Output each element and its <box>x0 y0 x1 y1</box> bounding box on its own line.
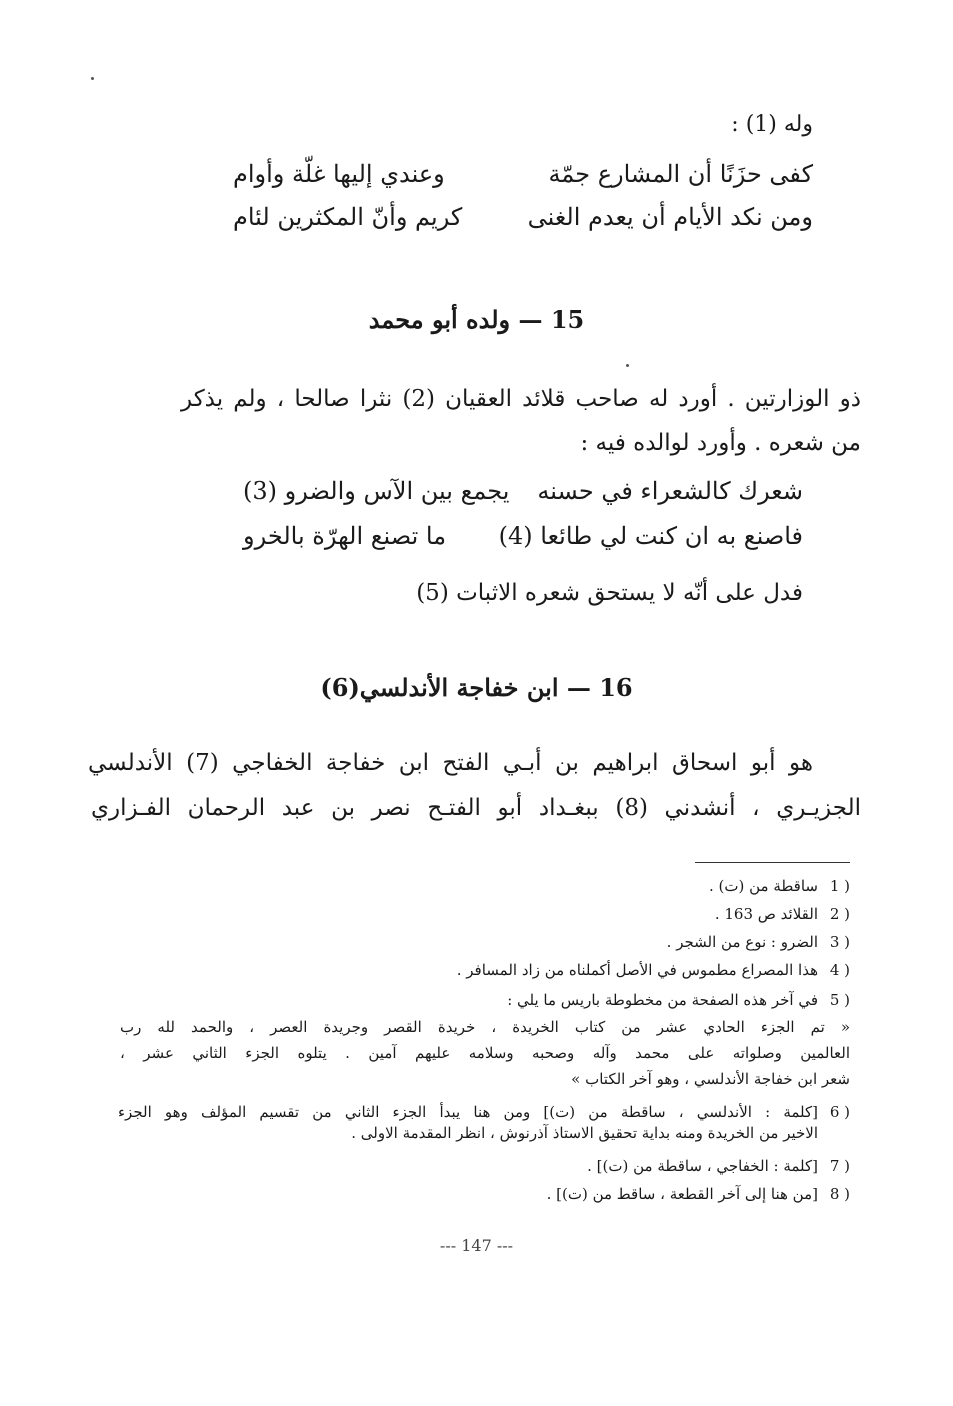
section-heading-15: 15 — ولده أبو محمد <box>368 305 585 334</box>
verse-second-hemistich: كريم وأنّ المكثرين لئام <box>233 203 463 231</box>
prose-line: ذو الوزارتين . أورد له صاحب قلائد العقيان (2) نثرا صالحا ، ولم يذكر <box>181 386 862 412</box>
footnote-number: 7 ) <box>829 1157 850 1175</box>
footnote-number: 5 ) <box>829 991 850 1009</box>
footnote-number: 4 ) <box>829 961 850 979</box>
scan-speck <box>91 77 94 80</box>
page-number: --- 147 --- <box>439 1236 514 1255</box>
section-heading-16: 16 — ابن خفاجة الأندلسي(6) <box>320 673 633 702</box>
footnote-text: [من هنا إلى آخر القطعة ، ساقط من (ت)] . <box>546 1185 818 1203</box>
verse-first-hemistich: شعرك كالشعراء في حسنه <box>537 477 803 505</box>
footnote-number: 8 ) <box>829 1185 850 1203</box>
closing-line: فدل على أنّه لا يستحق شعره الاثبات (5) <box>416 580 803 606</box>
footnote-number: 6 ) <box>829 1103 850 1121</box>
footnote-text: الاخير من الخريدة ومنه بداية تحقيق الاستاذ آذرنوش ، انظر المقدمة الاولى . <box>351 1124 818 1142</box>
verse-first-hemistich: فاصنع به ان كنت لي طائعا (4) <box>498 522 803 550</box>
footnote-number: 1 ) <box>829 877 850 895</box>
verse-first-hemistich: كفى حزَنًا أن المشارع جمّة <box>548 160 813 188</box>
footnote-number: 3 ) <box>829 933 850 951</box>
footnote-text: العالمين وصلواته على محمد وآله وصحبه وسلامه عليهم آمين . يتلوه الجزء الثاني عشر ، <box>120 1044 850 1062</box>
verse-second-hemistich: وعندي إليها غلّة وأوام <box>233 160 445 188</box>
poem-intro: وله (1) : <box>731 112 813 137</box>
footnote-text: [كلمة : الخفاجي ، ساقطة من (ت)] . <box>587 1157 818 1175</box>
footnote-text: في آخر هذه الصفحة من مخطوطة باريس ما يلي : <box>507 991 818 1009</box>
verse-second-hemistich: ما تصنع الهرّة بالخرو <box>243 522 447 550</box>
verse-line <box>233 203 813 243</box>
verse-line <box>233 160 813 200</box>
verse-first-hemistich: ومن نكد الأيام أن يعدم الغنى <box>527 203 813 231</box>
footnote-text: شعر ابن خفاجة الأندلسي ، وهو آخر الكتاب » <box>571 1070 850 1088</box>
footnote-text: هذا المصراع مطموس في الأصل أكملناه من زاد المسافر . <box>456 961 818 979</box>
footnote-text: الضرو : نوع من الشجر . <box>666 933 818 951</box>
footnote-text: القلائد ص 163 . <box>714 905 818 923</box>
scan-speck <box>626 364 629 367</box>
footnote-separator <box>695 862 850 863</box>
verse-line <box>243 522 803 562</box>
footnote-number: 2 ) <box>829 905 850 923</box>
verse-second-hemistich: يجمع بين الآس والضرو (3) <box>243 477 510 505</box>
footnote-text: ساقطة من (ت) . <box>708 877 818 895</box>
prose-line: هو أبو اسحاق ابراهيم بن أبـي الفتح ابن خفاجة الخفاجي (7) الأندلسي <box>88 750 813 776</box>
footnote-text: « تم الجزء الحادي عشر من كتاب الخريدة ، خريدة القصر وجريدة العصر ، والحمد لله رب <box>120 1018 850 1036</box>
prose-line: الجزيـري ، أنشدني (8) ببغـداد أبو الفتـح نصر بن عبد الرحمان الفـزاري <box>91 795 861 821</box>
prose-line: من شعره . وأورد لوالده فيه : <box>580 430 861 456</box>
verse-line <box>243 477 803 517</box>
footnote-text: [كلمة : الأندلسي ، ساقطة من (ت)] ومن هنا يبدأ الجزء الثاني من تقسيم المؤلف وهو الجزء <box>118 1103 818 1121</box>
